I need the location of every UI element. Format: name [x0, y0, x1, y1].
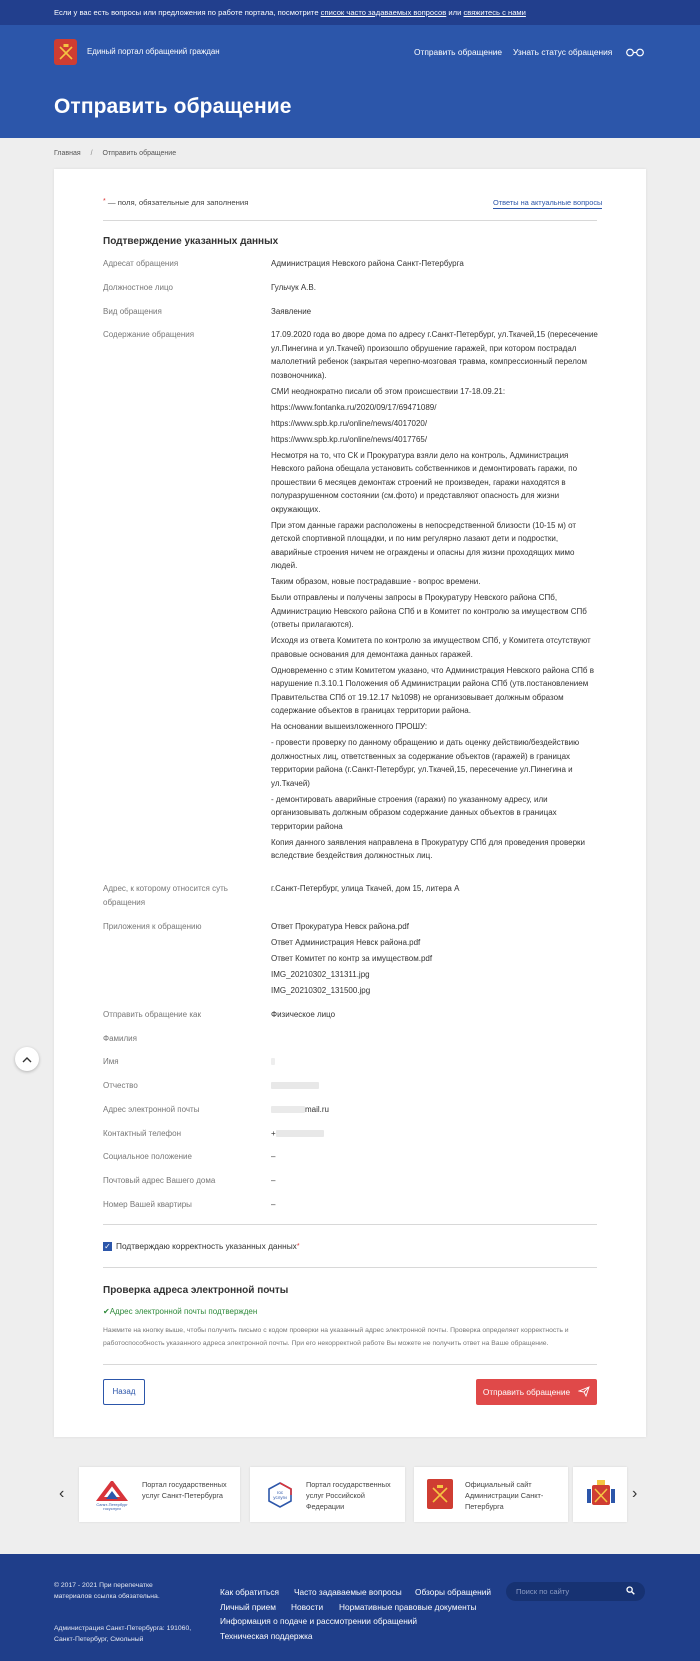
breadcrumb [54, 150, 176, 157]
content-paragraph: Таким образом, новые пострадавшие - вопрос времени. [271, 577, 481, 586]
chevron-up-icon [22, 1056, 32, 1063]
partner-partial[interactable] [573, 1467, 627, 1522]
check-icon: ✔ [103, 1307, 110, 1316]
footer-link-how-to[interactable]: Как обратиться [220, 1587, 279, 1597]
content-paragraph: https://www.spb.kp.ru/online/news/4017020/ [271, 418, 428, 428]
attachment-item: Ответ Комитет по контр за имуществом.pdf [271, 954, 433, 964]
portal-name[interactable]: Единый портал обращений граждан [87, 47, 220, 56]
email-check-title: Проверка адреса электронной почты [103, 1285, 289, 1296]
surname-label: Фамилия [103, 1034, 137, 1043]
footer-link-reviews[interactable]: Обзоры обращений [415, 1587, 492, 1597]
required-star: * [296, 1242, 300, 1250]
type-label: Вид обращения [103, 307, 162, 316]
footer-link-info[interactable]: Информация о подаче и рассмотрении обращений [220, 1616, 418, 1626]
breadcrumb-current: Отправить обращение [102, 150, 177, 157]
postal-label: Почтовый адрес Вашего дома [103, 1176, 216, 1185]
footer-link-support[interactable]: Техническая поддержка [220, 1631, 313, 1641]
email-confirmed-status [103, 1307, 257, 1316]
name-label: Имя [103, 1057, 119, 1066]
partner-text: Официальный сайт Администрации Санкт-Петербурга [465, 1480, 544, 1511]
content-paragraph: При этом данные гаражи расположены в непосредственной близости (10-15 м) от детской спортивной площадки, и по ним регулярно лазают дети и подростки, аварийные строения ничем не ограждены и опасны для жизни проходящих мимо людей. [271, 520, 577, 570]
email-confirmed-text: Адрес электронной почты подтвержден [109, 1307, 258, 1316]
content-paragraph: Одновременно с этим Комитетом указано, что Администрация Невского района СПб в нарушение п.3.10.1 Положения об Администрации района СПб (утв.постановлением Правительства СПб от 19.12.17 №1098) не организовывает должным образом содержание объектов в границах территории района. [271, 665, 594, 715]
name-value [271, 1055, 599, 1069]
info-bar-text-mid: или [448, 8, 462, 17]
partner-text: Портал государственных услуг Санкт-Петербурга [142, 1480, 227, 1500]
partner-text: Портал государственных услуг Российской Федерации [306, 1480, 391, 1511]
content-paragraph: Исходя из ответа Комитета по контролю за имуществом СПб, у Комитета отсутствуют правовые основания для демонтажа данных гаражей. [271, 636, 591, 659]
content-paragraph: 17.09.2020 года во дворе дома по адресу г.Санкт-Петербург, ул.Ткачей,15 (пересечение ул.Пинегина и ул.Ткачей) произошло обрушение гаражей, при котором пострадал малолетний ребенок (закрытая черепно-мозговая травма, компрессионный перелом позвоночника). [271, 330, 598, 380]
attachments-list [271, 920, 599, 1000]
breadcrumb-separator: / [90, 150, 93, 157]
email-suffix: mail.ru [305, 1105, 330, 1114]
confirm-checkbox-row[interactable] [103, 1241, 300, 1251]
divider [103, 1364, 597, 1365]
apt-label: Номер Вашей квартиры [103, 1200, 192, 1209]
redacted-value [271, 1058, 275, 1065]
paper-plane-icon [578, 1386, 590, 1399]
spb-coat-of-arms-logo[interactable] [54, 39, 77, 65]
info-bar [0, 0, 700, 25]
partner-gosuslugi-spb[interactable] [79, 1467, 240, 1522]
address-label: Адрес, к которому относится суть обращения [103, 884, 228, 907]
content-value [271, 328, 599, 865]
email-check-note: Нажмите на кнопку выше, чтобы получить письмо с кодом проверки на указанный адрес электронной почты. Проверка определяет корректность и работоспособность указанного адреса электронной почты. При его некорректной работе Вы можете не получить ответ на Ваше обращение. [103, 1327, 569, 1347]
logo-caption: гос услуги [273, 1490, 287, 1500]
content-paragraph: - провести проверку по данному обращению и дать оценку действию/бездействию должностных лиц, ответственных за содержание объектов (гаражей) в границах территории района (г.Санкт-Петербург, ул.Ткачей,15, пересечение ул.Пинегина и ул.Ткачей) [271, 738, 580, 788]
apt-value: – [271, 1200, 276, 1209]
content-paragraph: https://www.spb.kp.ru/online/news/4017765/ [271, 434, 428, 444]
footer-link-faq[interactable]: Часто задаваемые вопросы [294, 1587, 402, 1597]
redacted-value [271, 1106, 305, 1113]
email-label: Адрес электронной почты [103, 1105, 200, 1114]
required-star: * [103, 198, 106, 205]
coat-of-arms-icon [587, 1479, 615, 1509]
addressee-value: Администрация Невского района Санкт-Петербурга [271, 259, 464, 268]
address-value: г.Санкт-Петербург, улица Ткачей, дом 15, литера А [271, 884, 460, 893]
email-value [271, 1103, 599, 1117]
patronymic-label: Отчество [103, 1081, 138, 1090]
patronymic-value [271, 1079, 599, 1093]
accessibility-glasses-icon[interactable] [626, 48, 644, 59]
type-value: Заявление [271, 307, 312, 316]
partner-spb-admin[interactable] [414, 1467, 568, 1522]
content-paragraph: - демонтировать аварийные строения (гаражи) по указанному адресу, или организовывать должным образом содержание данных объектов в границах территории района [271, 794, 557, 831]
official-value: Гульчук А.В. [271, 283, 316, 292]
info-bar-text: Если у вас есть вопросы или предложения по работе портала, посмотрите [54, 8, 319, 17]
scroll-to-top-button[interactable] [15, 1047, 39, 1071]
nav-send-appeal[interactable]: Отправить обращение [414, 47, 503, 57]
addressee-label: Адресат обращения [103, 259, 179, 268]
confirm-checkbox[interactable]: ✓ [104, 1241, 111, 1251]
admin-address: Администрация Санкт-Петербурга: 191060, Санкт-Петербург, Смольный [54, 1625, 192, 1643]
search-icon[interactable] [626, 1586, 635, 1597]
divider [103, 1224, 597, 1225]
attachments-label: Приложения к обращению [103, 922, 202, 931]
redacted-value [276, 1130, 324, 1137]
breadcrumb-home[interactable]: Главная [54, 150, 81, 157]
content-paragraph: На основании вышеизложенного ПРОШУ: [271, 722, 428, 731]
faq-list-link[interactable]: список часто задаваемых вопросов [320, 8, 447, 17]
footer-link-legal[interactable]: Нормативные правовые документы [339, 1602, 477, 1612]
divider [103, 1267, 597, 1268]
postal-value: – [271, 1176, 276, 1185]
section-title: Подтверждение указанных данных [103, 236, 279, 247]
send-appeal-label: Отправить обращение [482, 1387, 571, 1397]
social-label: Социальное положение [103, 1152, 192, 1161]
logo-caption: Санкт-Петербург госуслуги [96, 1502, 128, 1511]
site-search[interactable] [506, 1582, 645, 1601]
phone-value [271, 1127, 599, 1141]
phone-label: Контактный телефон [103, 1129, 181, 1138]
send-as-label: Отправить обращение как [103, 1010, 201, 1019]
attachment-item: IMG_20210302_131500.jpg [271, 986, 371, 996]
carousel-next-arrow[interactable]: › [632, 1485, 638, 1502]
required-note-text: — поля, обязательные для заполнения [107, 198, 249, 207]
content-paragraph: Были отправлены и получены запросы в Прокуратуру Невского района СПб, Администрацию Невского района СПб и в Комитет по контролю за имуществом СПб (ответы прилагаются). [271, 593, 587, 629]
required-note [103, 198, 248, 207]
attachment-item: Ответ Администрация Невск района.pdf [271, 938, 421, 948]
content-paragraph: Несмотря на то, что СК и Прокуратура взяли дело на контроль, Администрация Невского района обещала установить собственников и демонтировать гаражи, по прошествии 6 месяцев демонтаж строений не произведен, гаражи находятся в полуразрушенном состоянии (см.фото) и представляют опасность для жизни окружающих. [271, 450, 578, 514]
footer-link-news[interactable]: Новости [291, 1602, 324, 1612]
official-label: Должностное лицо [103, 283, 173, 292]
phone-prefix: + [271, 1129, 276, 1138]
content-paragraph: СМИ неоднократно писали об этом происшествии 17-18.09.21: [271, 386, 506, 396]
back-button[interactable]: Назад [103, 1379, 145, 1405]
divider [103, 220, 597, 221]
spb-coat-of-arms-icon [427, 1479, 453, 1509]
content-paragraph: Копия данного заявления направлена в Прокуратуру СПб для проведения проверки вследствие бездействия должностных лиц. [271, 837, 586, 860]
carousel-prev-arrow[interactable]: ‹ [59, 1485, 65, 1502]
site-footer [0, 1554, 700, 1661]
content-label: Содержание обращения [103, 330, 195, 339]
faq-answers-link[interactable]: Ответы на актуальные вопросы [493, 198, 603, 207]
attachment-item: Ответ Прокуратура Невск района.pdf [271, 922, 409, 931]
contact-us-link[interactable]: свяжитесь с нами [463, 8, 526, 17]
search-input[interactable] [516, 1587, 616, 1596]
copyright: © 2017 - 2021 При перепечатке материалов ссылка обязательна. [54, 1582, 160, 1600]
site-header [0, 25, 700, 138]
partner-gosuslugi-rf[interactable] [250, 1467, 405, 1522]
content-paragraph: https://www.fontanka.ru/2020/09/17/69471089/ [271, 402, 437, 412]
confirm-label[interactable]: Подтверждаю корректность указанных данных [116, 1241, 297, 1251]
nav-check-status[interactable]: Узнать статус обращения [513, 47, 613, 57]
social-value: – [271, 1152, 276, 1161]
attachment-item: IMG_20210302_131311.jpg [271, 970, 370, 980]
redacted-value [271, 1082, 319, 1089]
send-as-value: Физическое лицо [271, 1010, 336, 1019]
send-appeal-button[interactable] [476, 1379, 597, 1405]
page-title: Отправить обращение [54, 95, 292, 118]
footer-link-reception[interactable]: Личный прием [220, 1602, 276, 1612]
gosuslugi-spb-logo [92, 1481, 132, 1509]
gosuslugi-rf-logo [266, 1481, 294, 1509]
